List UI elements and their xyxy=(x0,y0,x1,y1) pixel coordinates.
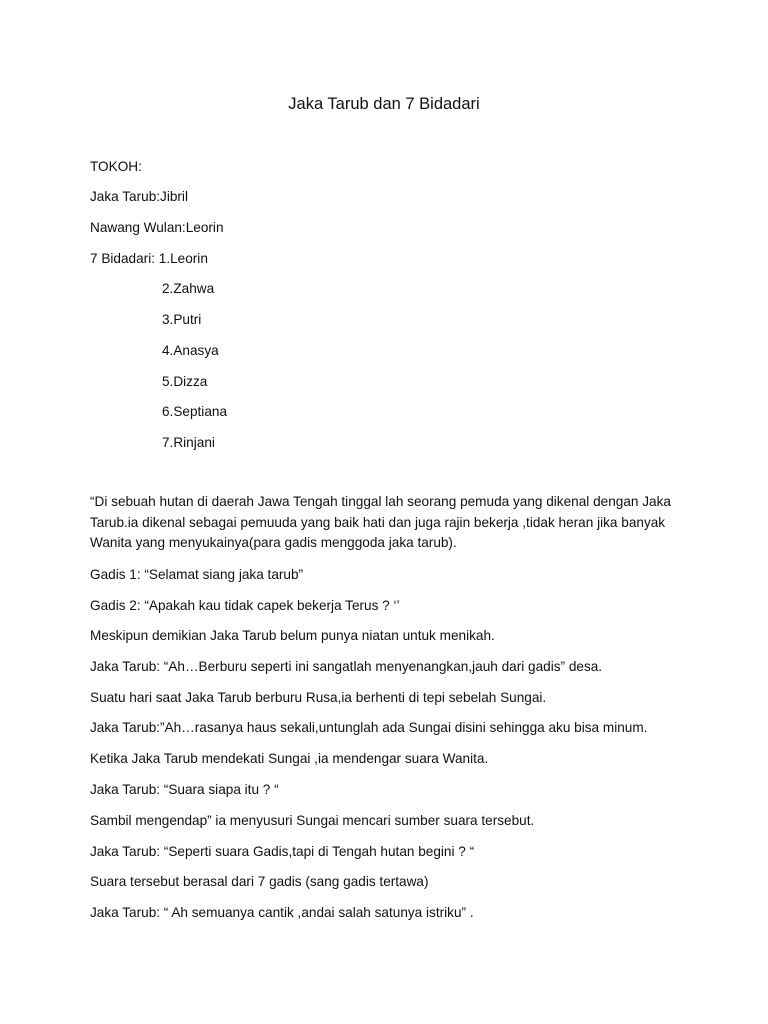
cast-bidadari-item: 5.Dizza xyxy=(162,374,208,389)
narration-line: Suatu hari saat Jaka Tarub berburu Rusa,ia berhenti di tepi sebelah Sungai. xyxy=(90,690,547,705)
cast-nawang-wulan: Nawang Wulan:Leorin xyxy=(90,220,224,235)
intro-line: “Di sebuah hutan di daerah Jawa Tengah tinggal lah seorang pemuda yang dikenal dengan Jaka xyxy=(90,494,671,509)
narration-line: Sambil mengendap” ia menyusuri Sungai mencari sumber suara tersebut. xyxy=(90,813,535,828)
dialogue-line: Jaka Tarub: “Suara siapa itu ? “ xyxy=(90,782,279,797)
document-title: Jaka Tarub dan 7 Bidadari xyxy=(288,95,480,113)
dialogue-line: Gadis 2: “Apakah kau tidak capek bekerja Terus ? ‘’ xyxy=(90,598,400,613)
cast-jaka-tarub: Jaka Tarub:Jibril xyxy=(90,189,188,204)
cast-bidadari-item: 3.Putri xyxy=(162,312,202,327)
cast-bidadari-item: 4.Anasya xyxy=(162,343,219,358)
dialogue-line: Jaka Tarub:”Ah…rasanya haus sekali,untunglah ada Sungai disini sehingga aku bisa minum. xyxy=(90,720,648,735)
narration-line: Suara tersebut berasal dari 7 gadis (sang gadis tertawa) xyxy=(90,874,429,889)
narration-line: Ketika Jaka Tarub mendekati Sungai ,ia mendengar suara Wanita. xyxy=(90,751,489,766)
intro-line: Tarub.ia dikenal sebagai pemuuda yang baik hati dan juga rajin bekerja ,tidak heran jika banyak xyxy=(90,514,666,530)
intro-paragraph xyxy=(90,492,700,554)
dialogue-line: Gadis 1: “Selamat siang jaka tarub” xyxy=(90,567,304,582)
cast-bidadari-item: 6.Septiana xyxy=(162,404,228,419)
dialogue-line: Jaka Tarub: “ Ah semuanya cantik ,andai salah satunya istriku” . xyxy=(90,905,474,920)
cast-bidadari-first: 7 Bidadari: 1.Leorin xyxy=(90,251,208,266)
cast-heading: TOKOH: xyxy=(90,159,142,174)
cast-bidadari-item: 2.Zahwa xyxy=(162,281,215,296)
intro-line: Wanita yang menyukainya(para gadis menggoda jaka tarub). xyxy=(90,535,457,550)
cast-bidadari-item: 7.Rinjani xyxy=(162,435,215,450)
narration-line: Meskipun demikian Jaka Tarub belum punya niatan untuk menikah. xyxy=(90,628,495,643)
dialogue-line: Jaka Tarub: “Seperti suara Gadis,tapi di Tengah hutan begini ? “ xyxy=(90,844,475,859)
dialogue-line: Jaka Tarub: “Ah…Berburu seperti ini sangatlah menyenangkan,jauh dari gadis” desa. xyxy=(90,659,603,674)
